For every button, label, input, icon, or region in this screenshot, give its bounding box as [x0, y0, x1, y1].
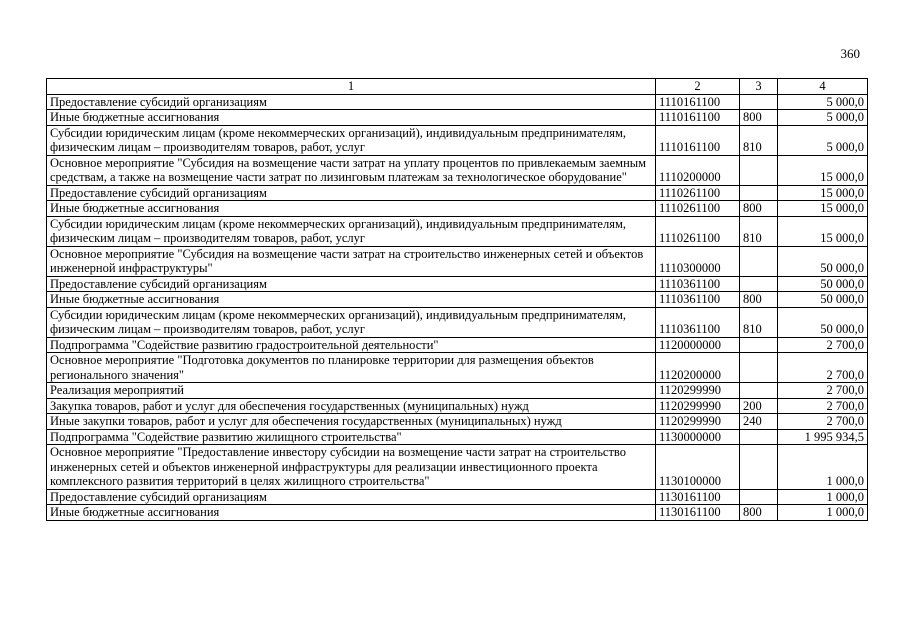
- row-vr-cell: [740, 94, 778, 110]
- row-vr-cell: 800: [740, 292, 778, 308]
- row-code-cell: 1110361100: [656, 276, 740, 292]
- table-row: [47, 398, 868, 414]
- row-code-cell: 1110261100: [656, 201, 740, 217]
- row-sum-cell: 15 000,0: [778, 216, 868, 246]
- row-name-cell: Основное мероприятие "Субсидия на возмещение части затрат на строительство инженерных сетей и объектов инженерной инфраструктуры": [47, 246, 656, 276]
- table-row: [47, 110, 868, 126]
- row-vr-cell: [740, 353, 778, 383]
- row-name-cell: Подпрограмма "Содействие развитию градостроительной деятельности": [47, 337, 656, 353]
- row-sum-cell: 5 000,0: [778, 110, 868, 126]
- row-sum-cell: 15 000,0: [778, 155, 868, 185]
- row-vr-cell: 800: [740, 201, 778, 217]
- row-code-cell: 1110161100: [656, 125, 740, 155]
- table-row: [47, 276, 868, 292]
- row-sum-cell: 50 000,0: [778, 292, 868, 308]
- row-name-cell: Основное мероприятие "Субсидия на возмещение части затрат на уплату процентов по привлекаемым заемным средствам, а также на возмещение части затрат по лизинговым платежам за технологическое оборудование": [47, 155, 656, 185]
- row-name-cell: Основное мероприятие "Предоставление инвестору субсидии на возмещение части затрат на строительство инженерных сетей и объектов инженерной инфраструктуры для реализации инвестиционного проекта комплексного развития территорий в целях жилищного строительства": [47, 445, 656, 490]
- table-row: [47, 185, 868, 201]
- row-name-cell: Предоставление субсидий организациям: [47, 94, 656, 110]
- row-vr-cell: [740, 155, 778, 185]
- row-code-cell: 1120299990: [656, 414, 740, 430]
- row-vr-cell: 810: [740, 216, 778, 246]
- budget-table: [46, 78, 868, 521]
- table-row: [47, 429, 868, 445]
- row-vr-cell: 240: [740, 414, 778, 430]
- row-name-cell: Предоставление субсидий организациям: [47, 185, 656, 201]
- table-row: [47, 489, 868, 505]
- row-code-cell: 1120000000: [656, 337, 740, 353]
- row-sum-cell: 2 700,0: [778, 414, 868, 430]
- table-header-row: [47, 79, 868, 95]
- row-code-cell: 1120299990: [656, 398, 740, 414]
- row-sum-cell: 1 000,0: [778, 505, 868, 521]
- table-row: [47, 414, 868, 430]
- row-vr-cell: 800: [740, 110, 778, 126]
- row-code-cell: 1110161100: [656, 94, 740, 110]
- row-sum-cell: 2 700,0: [778, 353, 868, 383]
- row-name-cell: Субсидии юридическим лицам (кроме некоммерческих организаций), индивидуальным предпринимателям, физическим лицам – производителям товаров, работ, услуг: [47, 125, 656, 155]
- table-row: [47, 201, 868, 217]
- row-name-cell: Иные бюджетные ассигнования: [47, 110, 656, 126]
- row-sum-cell: 50 000,0: [778, 246, 868, 276]
- header-col-2: 2: [656, 79, 740, 95]
- row-name-cell: Предоставление субсидий организациям: [47, 489, 656, 505]
- row-sum-cell: 5 000,0: [778, 94, 868, 110]
- table-row: [47, 505, 868, 521]
- row-sum-cell: 2 700,0: [778, 383, 868, 399]
- row-vr-cell: [740, 337, 778, 353]
- row-code-cell: 1120299990: [656, 383, 740, 399]
- row-code-cell: 1130000000: [656, 429, 740, 445]
- row-code-cell: 1130161100: [656, 505, 740, 521]
- row-code-cell: 1110261100: [656, 216, 740, 246]
- row-code-cell: 1110261100: [656, 185, 740, 201]
- row-sum-cell: 15 000,0: [778, 185, 868, 201]
- row-sum-cell: 1 995 934,5: [778, 429, 868, 445]
- table-row: [47, 216, 868, 246]
- row-name-cell: Предоставление субсидий организациям: [47, 276, 656, 292]
- table-row: [47, 292, 868, 308]
- row-code-cell: 1110200000: [656, 155, 740, 185]
- row-code-cell: 1110361100: [656, 292, 740, 308]
- table-row: [47, 125, 868, 155]
- table-row: [47, 383, 868, 399]
- row-vr-cell: [740, 185, 778, 201]
- table-row: [47, 445, 868, 490]
- table-row: [47, 94, 868, 110]
- header-col-1: 1: [47, 79, 656, 95]
- row-code-cell: 1110361100: [656, 307, 740, 337]
- row-vr-cell: [740, 489, 778, 505]
- row-name-cell: Субсидии юридическим лицам (кроме некоммерческих организаций), индивидуальным предпринимателям, физическим лицам – производителям товаров, работ, услуг: [47, 216, 656, 246]
- row-vr-cell: 810: [740, 307, 778, 337]
- row-sum-cell: 50 000,0: [778, 276, 868, 292]
- row-code-cell: 1110161100: [656, 110, 740, 126]
- row-code-cell: 1120200000: [656, 353, 740, 383]
- row-name-cell: Реализация мероприятий: [47, 383, 656, 399]
- row-vr-cell: [740, 383, 778, 399]
- row-name-cell: Иные бюджетные ассигнования: [47, 505, 656, 521]
- row-vr-cell: [740, 429, 778, 445]
- header-col-4: 4: [778, 79, 868, 95]
- row-code-cell: 1130161100: [656, 489, 740, 505]
- row-sum-cell: 1 000,0: [778, 489, 868, 505]
- row-vr-cell: [740, 445, 778, 490]
- row-sum-cell: 15 000,0: [778, 201, 868, 217]
- row-vr-cell: 810: [740, 125, 778, 155]
- row-sum-cell: 50 000,0: [778, 307, 868, 337]
- table-row: [47, 246, 868, 276]
- row-name-cell: Субсидии юридическим лицам (кроме некоммерческих организаций), индивидуальным предпринимателям, физическим лицам – производителям товаров, работ, услуг: [47, 307, 656, 337]
- row-vr-cell: 800: [740, 505, 778, 521]
- row-name-cell: Основное мероприятие "Подготовка документов по планировке территории для размещения объектов регионального значения": [47, 353, 656, 383]
- row-name-cell: Закупка товаров, работ и услуг для обеспечения государственных (муниципальных) нужд: [47, 398, 656, 414]
- row-code-cell: 1130100000: [656, 445, 740, 490]
- table-row: [47, 337, 868, 353]
- table-row: [47, 353, 868, 383]
- row-name-cell: Иные бюджетные ассигнования: [47, 201, 656, 217]
- row-vr-cell: 200: [740, 398, 778, 414]
- row-sum-cell: 2 700,0: [778, 337, 868, 353]
- row-name-cell: Иные закупки товаров, работ и услуг для обеспечения государственных (муниципальных) нужд: [47, 414, 656, 430]
- row-sum-cell: 1 000,0: [778, 445, 868, 490]
- page-number: 360: [840, 46, 860, 61]
- row-vr-cell: [740, 246, 778, 276]
- row-vr-cell: [740, 276, 778, 292]
- row-name-cell: Иные бюджетные ассигнования: [47, 292, 656, 308]
- row-name-cell: Подпрограмма "Содействие развитию жилищного строительства": [47, 429, 656, 445]
- row-sum-cell: 5 000,0: [778, 125, 868, 155]
- table-row: [47, 155, 868, 185]
- row-code-cell: 1110300000: [656, 246, 740, 276]
- table-row: [47, 307, 868, 337]
- header-col-3: 3: [740, 79, 778, 95]
- row-sum-cell: 2 700,0: [778, 398, 868, 414]
